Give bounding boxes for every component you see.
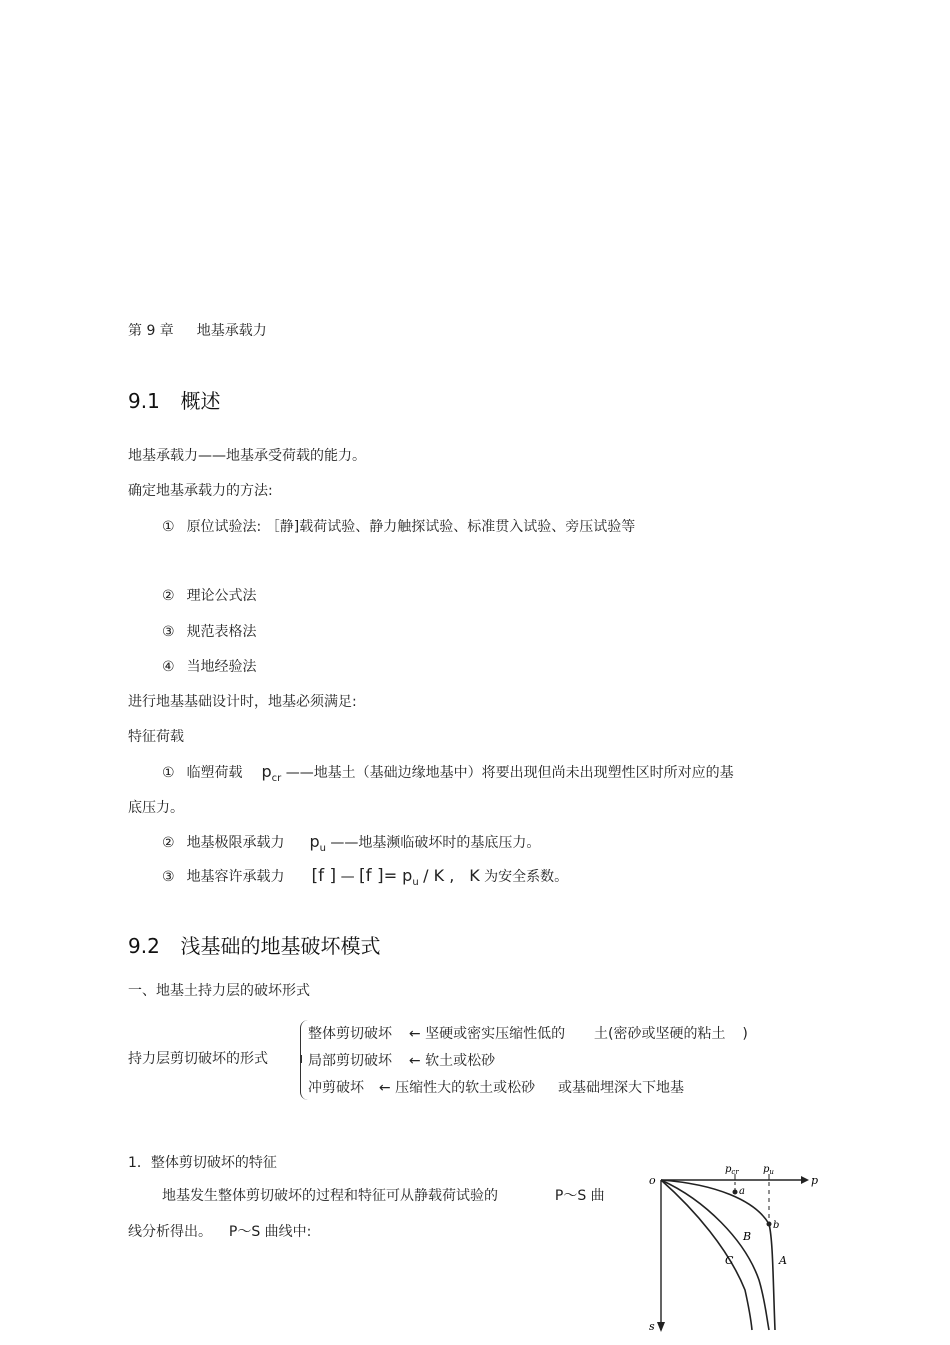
- allowable-symbol: [f ]: [311, 866, 337, 886]
- load-number: ①: [162, 765, 175, 781]
- method-number: ④: [162, 659, 175, 675]
- method-text: 当地经验法: [186, 659, 257, 675]
- load-symbol: p: [309, 832, 320, 851]
- ps-curve-figure: [645, 1160, 820, 1335]
- pcr-symbol: p: [725, 1164, 732, 1175]
- paragraph-text: 地基发生整体剪切破坏的过程和特征可从静载荷试验的: [162, 1188, 498, 1204]
- load-number: ③: [162, 869, 175, 885]
- section-title: 概述: [180, 389, 221, 413]
- mode-name: 局部剪切破坏: [308, 1053, 392, 1069]
- failure-mode-punching: [308, 1077, 684, 1097]
- method-number: ①: [162, 519, 175, 535]
- methods-intro: 确定地基承载力的方法:: [128, 483, 273, 499]
- section-9-1-heading: [128, 385, 221, 414]
- s-axis-arrow-icon: [657, 1322, 665, 1332]
- point-b-marker: [767, 1222, 772, 1227]
- s-axis-label: s: [649, 1320, 655, 1333]
- formula-divisor: / K ,: [423, 866, 455, 885]
- load-number: ②: [162, 835, 175, 851]
- mode-condition: 压缩性大的软土或松砂: [395, 1080, 536, 1096]
- load-name: 地基容许承载力: [186, 869, 285, 885]
- curve-c-label: C: [725, 1254, 734, 1267]
- pcr-label: [725, 1164, 739, 1176]
- failure-mode-general: [308, 1023, 748, 1043]
- chapter-number: 第 9 章: [128, 323, 174, 339]
- mode-condition-2: 土(密砂或坚硬的粘土: [594, 1026, 726, 1042]
- p-axis-arrow-icon: [801, 1176, 809, 1184]
- pu-subscript: u: [769, 1168, 774, 1176]
- load-name: 地基极限承载力: [186, 835, 285, 851]
- load-description: ——地基土（基础边缘地基中）将要出现但尚未出现塑性区时所对应的基: [285, 765, 734, 781]
- load-description-continued: 底压力。: [128, 800, 184, 816]
- point-b-label: b: [773, 1220, 780, 1231]
- origin-label: o: [649, 1174, 656, 1187]
- curve-a: [661, 1180, 775, 1330]
- failure-modes-label: 持力层剪切破坏的形式: [128, 1051, 268, 1067]
- method-text: 理论公式法: [186, 588, 257, 604]
- mode-close-paren: ): [742, 1026, 748, 1042]
- curve-b: [661, 1180, 769, 1330]
- paragraph-text: 线分析得出。: [128, 1224, 212, 1240]
- load-name: 临塑荷载: [186, 765, 243, 781]
- load-item-critical: [162, 762, 734, 784]
- method-text: 原位试验法: ［静]载荷试验、静力触探试验、标准贯入试验、旁压试验等: [186, 519, 636, 535]
- curve-c: [661, 1180, 752, 1330]
- load-symbol: p: [261, 762, 272, 781]
- load-item-ultimate: [162, 832, 540, 854]
- method-number: ③: [162, 624, 175, 640]
- safety-factor-symbol: K: [469, 866, 480, 885]
- definition-paragraph: 地基承载力——地基承受荷载的能力。: [128, 448, 366, 464]
- curve-a-label: A: [779, 1254, 787, 1267]
- curve-b-label: B: [743, 1230, 752, 1243]
- chapter-heading: [128, 320, 267, 340]
- arrow-icon: ←: [378, 1080, 391, 1096]
- design-requirement: 进行地基基础设计时，地基必须满足:: [128, 694, 357, 710]
- mode-condition-2: 或基础埋深大下地基: [558, 1080, 684, 1096]
- section-9-2-heading: [128, 930, 381, 959]
- load-description: ——地基濒临破坏时的基底压力。: [330, 835, 541, 851]
- failure-mode-local: [308, 1050, 495, 1070]
- allowable-symbol-2: [f ]: [359, 866, 384, 886]
- pu-symbol: p: [763, 1164, 770, 1175]
- ps-curve-label: P～S 曲: [554, 1188, 605, 1204]
- subsection-heading-1: 一、地基土持力层的破坏形式: [128, 983, 310, 999]
- arrow-icon: ←: [408, 1026, 421, 1042]
- method-item-2: [162, 585, 257, 605]
- mode-condition: 坚硬或密实压缩性低的: [425, 1026, 566, 1042]
- mode-name: 冲剪破坏: [308, 1080, 364, 1096]
- chapter-title: 地基承载力: [196, 323, 267, 339]
- section-title: 浅基础的地基破坏模式: [180, 934, 381, 958]
- paragraph-line-2: [128, 1221, 311, 1241]
- load-subscript: cr: [271, 773, 282, 784]
- method-text: 规范表格法: [186, 624, 257, 640]
- item-heading-1: 1．整体剪切破坏的特征: [128, 1155, 277, 1171]
- method-item-4: [162, 656, 257, 676]
- method-item-3: [162, 621, 257, 641]
- ps-curve-label-2: P～S 曲线中:: [228, 1224, 312, 1240]
- formula-subscript: u: [412, 877, 419, 888]
- pcr-subscript: cr: [731, 1168, 739, 1176]
- arrow-icon: ←: [408, 1053, 421, 1069]
- p-axis-label: p: [811, 1174, 819, 1187]
- section-number: 9.1: [128, 389, 160, 413]
- point-a-label: a: [739, 1186, 745, 1197]
- formula-dash: —: [340, 869, 355, 885]
- load-item-allowable: [162, 866, 568, 888]
- pu-label: [763, 1164, 774, 1176]
- formula-equals: = p: [383, 866, 413, 885]
- mode-condition: 软土或松砂: [425, 1053, 496, 1069]
- load-subscript: u: [319, 843, 326, 854]
- section-number: 9.2: [128, 934, 160, 958]
- brace-tip: [295, 1055, 302, 1063]
- paragraph-line-1: [162, 1185, 605, 1205]
- characteristic-loads-heading: 特征荷载: [128, 729, 184, 745]
- method-item-1: [162, 516, 635, 536]
- mode-name: 整体剪切破坏: [308, 1026, 392, 1042]
- method-number: ②: [162, 588, 175, 604]
- point-a-marker: [733, 1190, 738, 1195]
- safety-factor-desc: 为安全系数。: [484, 869, 569, 885]
